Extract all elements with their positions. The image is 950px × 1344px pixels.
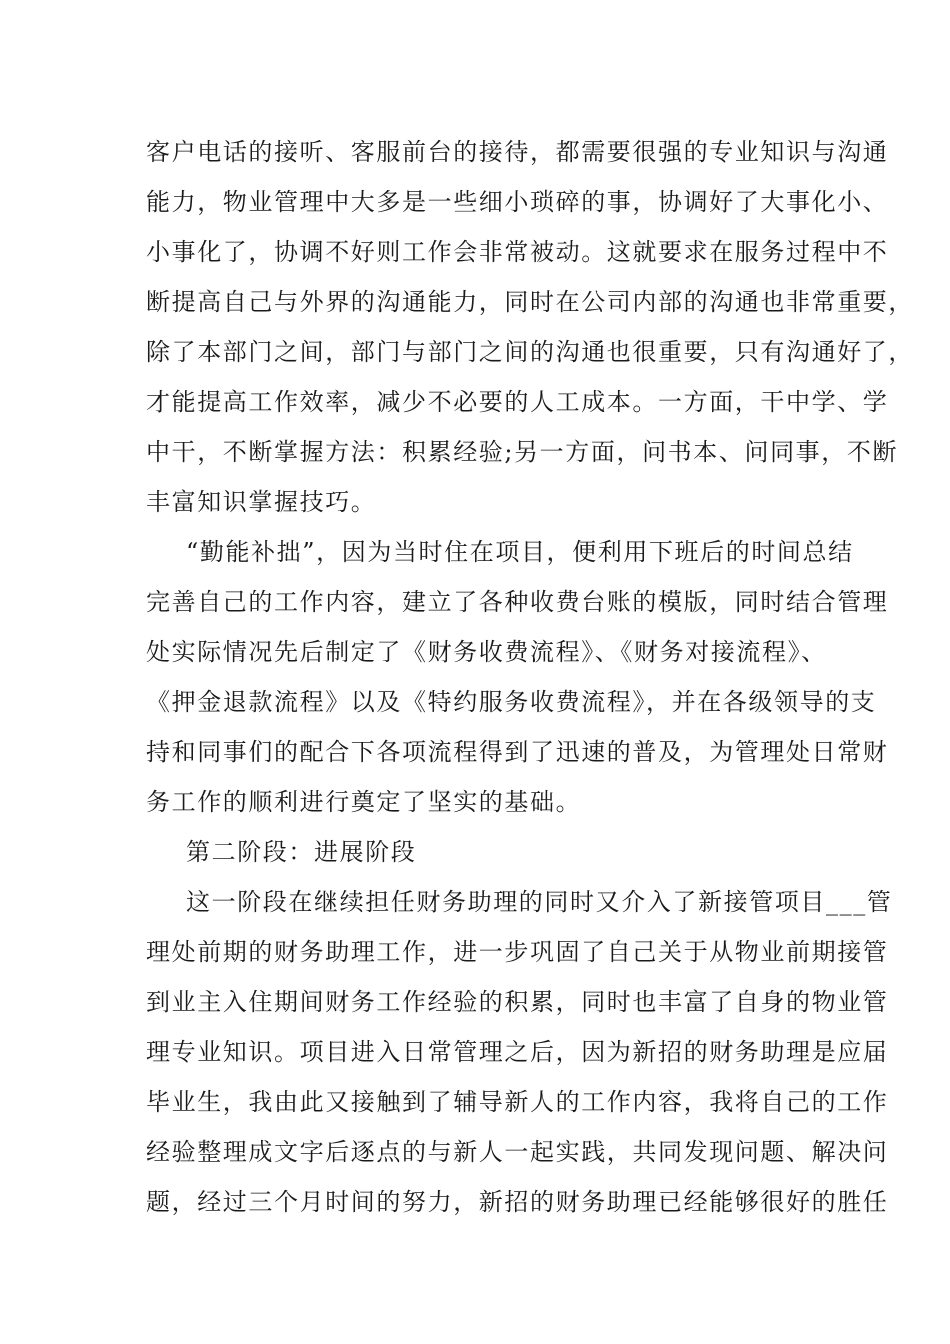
- section-heading: 第二阶段：进展阶段: [186, 838, 417, 866]
- text-line-4: 断提高自己与外界的沟通能力，同时在公司内部的沟通也非常重要，: [146, 288, 914, 316]
- text-line-1: 客户电话的接听、客服前台的接待，都需要很强的专业知识与沟通: [146, 138, 889, 166]
- text-line-17: 理处前期的财务助理工作，进一步巩固了自己关于从物业前期接管: [146, 938, 889, 966]
- text-line-9: “勤能补拙”，因为当时住在项目，便利用下班后的时间总结: [186, 538, 854, 566]
- text-line-12: 《押金退款流程》以及《特约服务收费流程》，并在各级领导的支: [146, 688, 877, 716]
- text-line-14: 务工作的顺利进行奠定了坚实的基础。: [146, 788, 582, 816]
- text-line-3: 小事化了，协调不好则工作会非常被动。这就要求在服务过程中不: [146, 238, 889, 266]
- text-line-6: 才能提高工作效率，减少不必要的人工成本。一方面，干中学、学: [146, 388, 889, 416]
- text-line-21: 经验整理成文字后逐点的与新人一起实践，共同发现问题、解决问: [146, 1138, 889, 1166]
- text-line-19: 理专业知识。项目进入日常管理之后，因为新招的财务助理是应届: [146, 1038, 889, 1066]
- text-line-5: 除了本部门之间，部门与部门之间的沟通也很重要，只有沟通好了，: [146, 338, 914, 366]
- text-line-13: 持和同事们的配合下各项流程得到了迅速的普及，为管理处日常财: [146, 738, 889, 766]
- text-line-7: 中干，不断掌握方法：积累经验;另一方面，问书本、问同事，不断: [146, 438, 899, 466]
- text-line-20: 毕业生，我由此又接触到了辅导新人的工作内容，我将自己的工作: [146, 1088, 889, 1116]
- text-line-16: 这一阶段在继续担任财务助理的同时又介入了新接管项目___管: [186, 888, 893, 916]
- text-line-8: 丰富知识掌握技巧。: [146, 488, 377, 516]
- text-line-2: 能力，物业管理中大多是一些细小琐碎的事，协调好了大事化小、: [146, 188, 889, 216]
- text-line-11: 处实际情况先后制定了《财务收费流程》、《财务对接流程》、: [146, 638, 827, 666]
- text-line-18: 到业主入住期间财务工作经验的积累，同时也丰富了自身的物业管: [146, 988, 889, 1016]
- text-line-10: 完善自己的工作内容，建立了各种收费台账的模版，同时结合管理: [146, 588, 889, 616]
- text-line-22: 题，经过三个月时间的努力，新招的财务助理已经能够很好的胜任: [146, 1188, 889, 1216]
